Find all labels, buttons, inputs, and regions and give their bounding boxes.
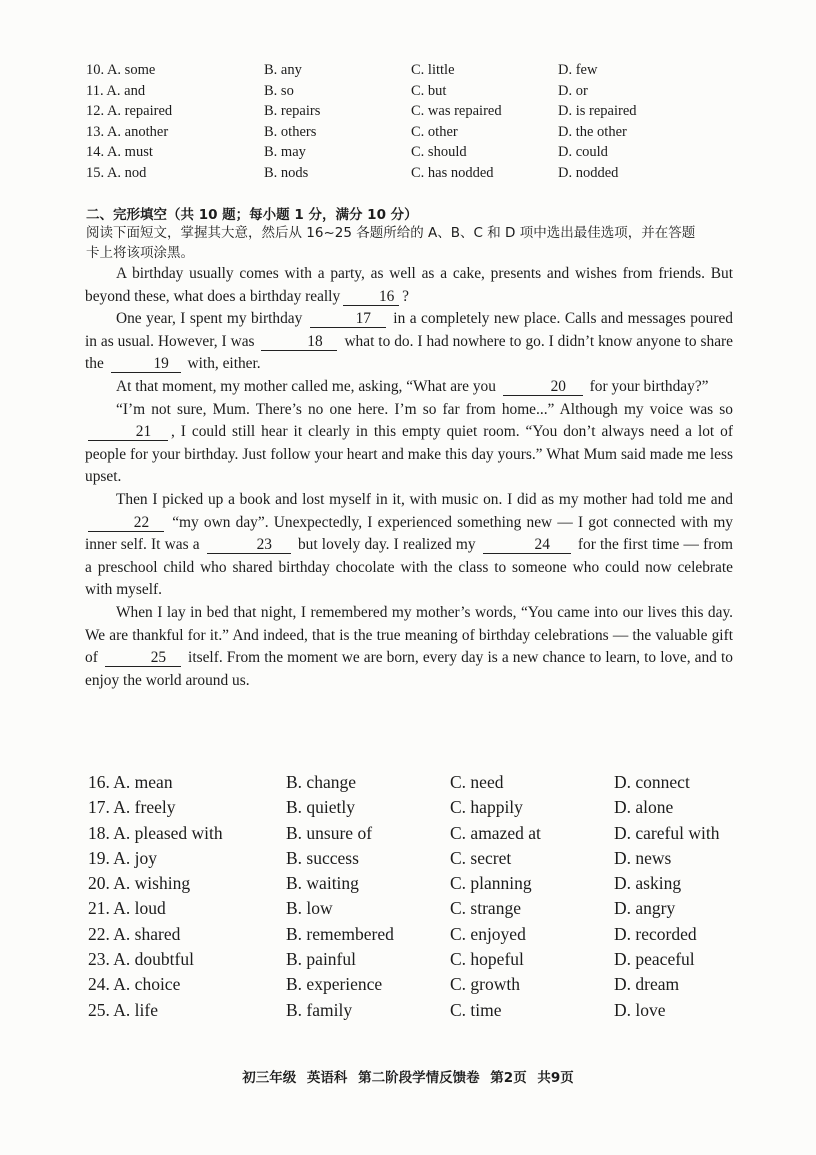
option-17-b: B. quietly bbox=[286, 797, 356, 818]
option-19-b: B. success bbox=[286, 847, 359, 868]
option-11-a: 11. A. and bbox=[86, 82, 146, 99]
paragraph-5 bbox=[85, 489, 733, 602]
blank-23: 23 bbox=[207, 537, 291, 554]
option-12-a: 12. A. repaired bbox=[86, 103, 173, 120]
paragraph-3-text-b: for your birthday?” bbox=[589, 377, 709, 395]
paragraph-6-text: When I lay in bed that night, I remembered my mother’s words, “You came into our lives this day. We are thankful for it.” And indeed, that is the true meaning of birthday celebrations — the valuable gift of bbox=[85, 603, 733, 667]
option-12-b: B. repairs bbox=[264, 103, 321, 120]
option-23-d: D. peaceful bbox=[614, 949, 695, 970]
option-row-25 bbox=[88, 998, 748, 1023]
option-24-b: B. experience bbox=[286, 974, 383, 995]
paragraph-4 bbox=[85, 399, 733, 489]
option-15-c: C. has nodded bbox=[411, 164, 494, 181]
option-11-c: C. but bbox=[411, 82, 447, 99]
option-row-10 bbox=[86, 60, 706, 81]
option-12-d: D. is repaired bbox=[558, 103, 637, 120]
paragraph-2-text-b: in a completely new place. Calls and messages poured in as usual. However, I was bbox=[85, 310, 733, 350]
option-24-d: D. dream bbox=[614, 974, 680, 995]
option-row-23 bbox=[88, 947, 748, 972]
blank-18: 18 bbox=[261, 334, 337, 351]
option-row-21 bbox=[88, 896, 748, 921]
option-15-a: 15. A. nod bbox=[86, 164, 147, 181]
option-18-b: B. unsure of bbox=[286, 822, 373, 843]
option-10-b: B. any bbox=[264, 62, 302, 78]
section-instructions: 阅读下面短文，掌握其大意，然后从 16~25 各题所给的 A、B、C 和 D 项中选出最佳选项，并在答题卡上将该项涂黑。 bbox=[86, 225, 696, 261]
paragraph-1-end: ? bbox=[402, 287, 409, 305]
option-20-b: B. waiting bbox=[286, 873, 359, 894]
option-13-b: B. others bbox=[264, 123, 317, 140]
paragraph-5-text-b: “my own day”. Unexpectedly, I experienced something new — I got connected with my inner self. It was a bbox=[85, 513, 733, 554]
paragraph-4-text-b: , I could still hear it clearly in this empty quiet room. “You don’t always need a lot of people for your birthday. Just follow your heart and make this day yours.” What Mum said made me less upset. bbox=[85, 423, 733, 486]
option-17-d: D. alone bbox=[614, 797, 674, 818]
blank-17: 17 bbox=[310, 311, 386, 328]
option-row-22 bbox=[88, 922, 748, 947]
option-13-a: 13. A. another bbox=[86, 123, 169, 140]
paragraph-5-text-c: but lovely day. I realized my bbox=[297, 536, 476, 554]
option-row-13 bbox=[86, 122, 706, 143]
option-25-c: C. time bbox=[450, 999, 502, 1020]
option-22-c: C. enjoyed bbox=[450, 923, 526, 944]
option-25-b: B. family bbox=[286, 999, 353, 1020]
option-14-b: B. may bbox=[264, 144, 306, 161]
option-20-a: 20. A. wishing bbox=[88, 873, 191, 894]
paragraph-5-text-d: for the first time — from a preschool child who shared birthday chocolate with the class to someone who could now celebrate with myself. bbox=[85, 536, 733, 599]
option-19-a: 19. A. joy bbox=[88, 847, 158, 868]
option-21-b: B. low bbox=[286, 898, 333, 919]
paragraph-2-text-c: what to do. I had nowhere to go. I didn’t know anyone to share the bbox=[85, 332, 734, 373]
option-row-15 bbox=[86, 163, 706, 184]
option-10-c: C. little bbox=[411, 62, 455, 78]
blank-16: 16 bbox=[343, 289, 399, 306]
blank-21: 21 bbox=[88, 424, 168, 441]
option-20-c: C. planning bbox=[450, 873, 532, 894]
paragraph-3-text: At that moment, my mother called me, asking, “What are you bbox=[116, 377, 496, 395]
paragraph-5-text: Then I picked up a book and lost myself in it, with music on. I did as my mother had told me and bbox=[116, 490, 733, 508]
option-25-a: 25. A. life bbox=[88, 999, 158, 1020]
option-13-d: D. the other bbox=[558, 123, 627, 140]
option-row-12 bbox=[86, 101, 706, 122]
option-18-d: D. careful with bbox=[614, 822, 720, 843]
option-11-b: B. so bbox=[264, 82, 294, 99]
section-title: 二、完形填空（共 10 题；每小题 1 分，满分 10 分） bbox=[86, 207, 418, 223]
option-14-c: C. should bbox=[411, 144, 467, 161]
option-16-b: B. change bbox=[286, 772, 356, 792]
blank-19: 19 bbox=[111, 356, 181, 373]
option-16-a: 16. A. mean bbox=[88, 772, 173, 792]
option-24-c: C. growth bbox=[450, 974, 520, 995]
option-16-c: C. need bbox=[450, 772, 504, 792]
paragraph-3 bbox=[85, 376, 733, 399]
option-10-d: D. few bbox=[558, 62, 598, 78]
option-19-c: C. secret bbox=[450, 847, 512, 868]
blank-20: 20 bbox=[503, 379, 583, 396]
option-row-11 bbox=[86, 81, 706, 102]
option-25-d: D. love bbox=[614, 999, 666, 1020]
option-row-17 bbox=[88, 795, 748, 820]
option-row-16 bbox=[88, 770, 748, 795]
option-row-14 bbox=[86, 142, 706, 163]
blank-24: 24 bbox=[483, 537, 571, 554]
option-18-c: C. amazed at bbox=[450, 822, 541, 843]
option-row-20 bbox=[88, 871, 748, 896]
blank-22: 22 bbox=[88, 515, 164, 532]
paragraph-1-text: A birthday usually comes with a party, as well as a cake, presents and wishes from friends. But beyond these, what does a birthday really bbox=[85, 265, 733, 305]
option-22-a: 22. A. shared bbox=[88, 923, 181, 944]
option-11-d: D. or bbox=[558, 82, 588, 99]
option-15-d: D. nodded bbox=[558, 164, 619, 181]
paragraph-2-text: One year, I spent my birthday bbox=[116, 310, 303, 328]
paragraph-2-text-d: with, either. bbox=[187, 355, 261, 373]
option-23-c: C. hopeful bbox=[450, 949, 524, 970]
options-10-15 bbox=[86, 60, 706, 184]
paragraph-1 bbox=[85, 263, 733, 308]
option-15-b: B. nods bbox=[264, 164, 309, 181]
option-24-a: 24. A. choice bbox=[88, 974, 181, 995]
option-22-d: D. recorded bbox=[614, 923, 697, 944]
option-13-c: C. other bbox=[411, 123, 458, 140]
page-footer: 初三年级 英语科 第二阶段学情反馈卷 第2页 共9页 bbox=[242, 1070, 574, 1086]
paragraph-6-text-b: itself. From the moment we are born, every day is a new chance to learn, to love, and to enjoy the world around us. bbox=[85, 649, 733, 689]
option-19-d: D. news bbox=[614, 847, 672, 868]
blank-25: 25 bbox=[105, 650, 181, 667]
option-21-a: 21. A. loud bbox=[88, 898, 166, 919]
option-20-d: D. asking bbox=[614, 873, 682, 894]
paragraph-2 bbox=[85, 308, 733, 376]
paragraph-6 bbox=[85, 602, 733, 692]
option-14-a: 14. A. must bbox=[86, 144, 153, 161]
cloze-passage bbox=[85, 263, 733, 692]
options-16-25 bbox=[88, 770, 748, 1023]
option-22-b: B. remembered bbox=[286, 923, 394, 944]
option-16-d: D. connect bbox=[614, 772, 690, 792]
option-10-a: 10. A. some bbox=[86, 62, 156, 78]
option-row-24 bbox=[88, 972, 748, 997]
option-17-a: 17. A. freely bbox=[88, 797, 176, 818]
option-row-19 bbox=[88, 846, 748, 871]
option-23-a: 23. A. doubtful bbox=[88, 949, 194, 970]
paragraph-4-text: “I’m not sure, Mum. There’s no one here. I’m so far from home...” Although my voice was so bbox=[116, 400, 733, 418]
option-17-c: C. happily bbox=[450, 797, 523, 818]
option-14-d: D. could bbox=[558, 144, 608, 161]
option-row-18 bbox=[88, 821, 748, 846]
option-21-d: D. angry bbox=[614, 898, 676, 919]
option-18-a: 18. A. pleased with bbox=[88, 822, 223, 843]
option-12-c: C. was repaired bbox=[411, 103, 502, 120]
option-21-c: C. strange bbox=[450, 898, 521, 919]
option-23-b: B. painful bbox=[286, 949, 356, 970]
